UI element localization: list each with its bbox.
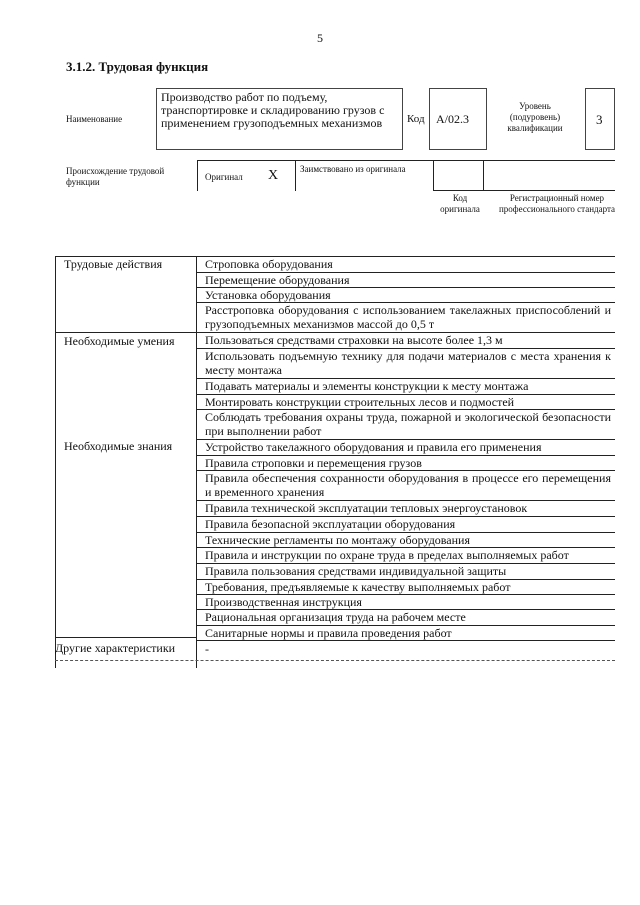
table-row: Правила пользования средствами индивидуальной защиты (205, 564, 507, 578)
table-row: Технические регламенты по монтажу оборудования (205, 533, 470, 547)
level-value: 3 (596, 112, 603, 127)
code-original-label: Код оригинала (440, 193, 480, 214)
table-row: Рациональная организация труда на рабочем месте (205, 610, 466, 624)
table-row: Требования, предъявляемые к качеству выполняемых работ (205, 580, 511, 594)
table-row: Правила обеспечения сохранности оборудования в процессе его перемещения и временного хранения (205, 471, 611, 499)
name-value: Производство работ по подъему, транспортировке и складированию грузов с применением грузоподъемных механизмов (156, 88, 403, 150)
table-row: - (205, 642, 209, 656)
table-row: Правила технической эксплуатации тепловых энергоустановок (205, 501, 528, 515)
borrowed-label: Заимствовано из оригинала (300, 164, 406, 174)
code-value: А/02.3 (436, 112, 469, 126)
section-title-skills: Необходимые умения (64, 334, 175, 348)
section-title-other: Другие характеристики (55, 641, 176, 655)
table-row: Производственная инструкция (205, 595, 362, 609)
table-row: Правила строповки и перемещения грузов (205, 456, 422, 470)
table-row: Строповка оборудования (205, 257, 333, 271)
table-row: Монтировать конструкции строительных лесов и подмостей (205, 395, 515, 409)
table-row: Правила безопасной эксплуатации оборудования (205, 517, 456, 531)
origin-label: Происхождение трудовой функции (66, 166, 165, 187)
section-title-actions: Трудовые действия (64, 257, 163, 271)
table-row: Установка оборудования (205, 288, 331, 302)
code-label: Код (407, 113, 425, 125)
table-row: Правила и инструкции по охране труда в пределах выполняемых работ (205, 548, 569, 562)
section-title: 3.1.2. Трудовая функция (66, 59, 209, 74)
table-row: Подавать материалы и элементы конструкции к месту монтажа (205, 379, 529, 393)
table-row: Перемещение оборудования (205, 273, 350, 287)
table-row: Устройство такелажного оборудования и правила его применения (205, 440, 542, 454)
original-label: Оригинал (205, 172, 243, 182)
original-mark: X (268, 168, 279, 183)
table-row: Использовать подъемную технику для подачи материалов с места хранения к месту монтажа (205, 349, 611, 377)
table-row: Расстроповка оборудования с использованием такелажных приспособлений и грузоподъемных механизмов массой до 0,5 т (205, 303, 611, 331)
table-row: Соблюдать требования охраны труда, пожарной и экологической безопасности при выполнении работ (205, 410, 611, 438)
reg-number-label: Регистрационный номер профессионального стандарта (498, 193, 616, 214)
table-row: Санитарные нормы и правила проведения работ (205, 626, 452, 640)
name-label: Наименование (66, 114, 123, 124)
function-table (55, 256, 615, 668)
level-label: Уровень (подуровень) квалификации (507, 101, 563, 133)
table-row: Пользоваться средствами страховки на высоте более 1,3 м (205, 333, 503, 347)
page-number: 5 (317, 31, 323, 45)
section-title-knowledge: Необходимые знания (64, 439, 173, 453)
